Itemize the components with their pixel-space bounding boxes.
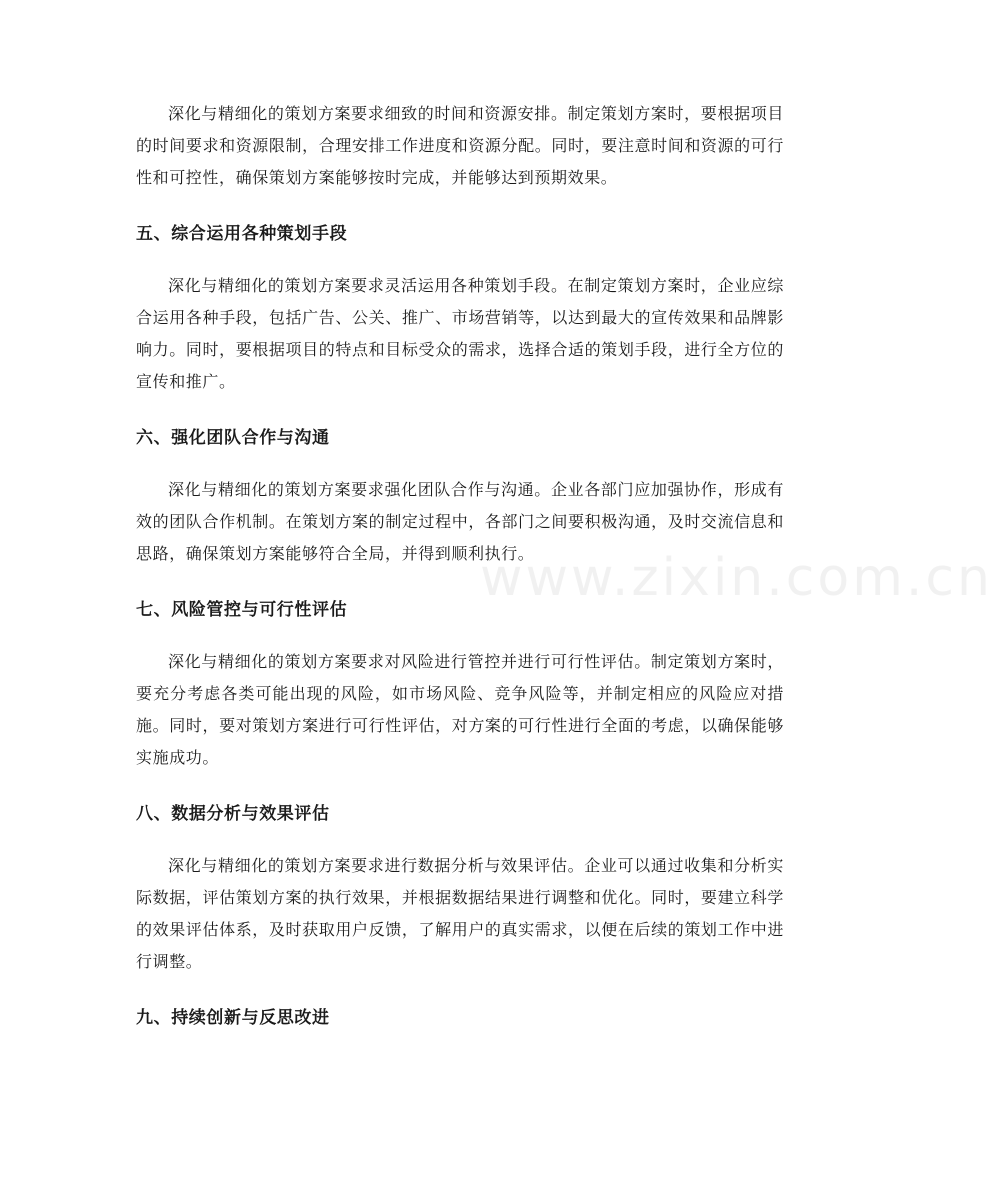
heading-section-6: 六、强化团队合作与沟通 <box>136 428 330 448</box>
watermark-text: www.zixin.com.cn <box>480 548 993 608</box>
paragraph-time-resources: 深化与精细化的策划方案要求细致的时间和资源安排。制定策划方案时，要根据项目的时间要求和资源限制，合理安排工作进度和资源分配。同时，要注意时间和资源的可行性和可控性，确保策划方案能够按时完成，并能够达到预期效果。 <box>136 104 784 187</box>
paragraph-section-6: 深化与精细化的策划方案要求强化团队合作与沟通。企业各部门应加强协作，形成有效的团队合作机制。在策划方案的制定过程中，各部门之间要积极沟通，及时交流信息和思路，确保策划方案能够符合全局，并得到顺利执行。 <box>136 480 784 563</box>
paragraph-section-8: 深化与精细化的策划方案要求进行数据分析与效果评估。企业可以通过收集和分析实际数据，评估策划方案的执行效果，并根据数据结果进行调整和优化。同时，要建立科学的效果评估体系，及时获取用户反馈，了解用户的真实需求，以便在后续的策划工作中进行调整。 <box>136 856 784 971</box>
paragraph-section-5: 深化与精细化的策划方案要求灵活运用各种策划手段。在制定策划方案时，企业应综合运用各种手段，包括广告、公关、推广、市场营销等，以达到最大的宣传效果和品牌影响力。同时，要根据项目的特点和目标受众的需求，选择合适的策划手段，进行全方位的宣传和推广。 <box>136 276 784 391</box>
paragraph-section-7: 深化与精细化的策划方案要求对风险进行管控并进行可行性评估。制定策划方案时，要充分考虑各类可能出现的风险，如市场风险、竞争风险等，并制定相应的风险应对措施。同时，要对策划方案进行可行性评估，对方案的可行性进行全面的考虑，以确保能够实施成功。 <box>136 652 784 767</box>
heading-section-9: 九、持续创新与反思改进 <box>136 1008 330 1028</box>
heading-section-8: 八、数据分析与效果评估 <box>136 804 330 824</box>
heading-section-5: 五、综合运用各种策划手段 <box>136 224 348 244</box>
heading-section-7: 七、风险管控与可行性评估 <box>136 600 348 620</box>
